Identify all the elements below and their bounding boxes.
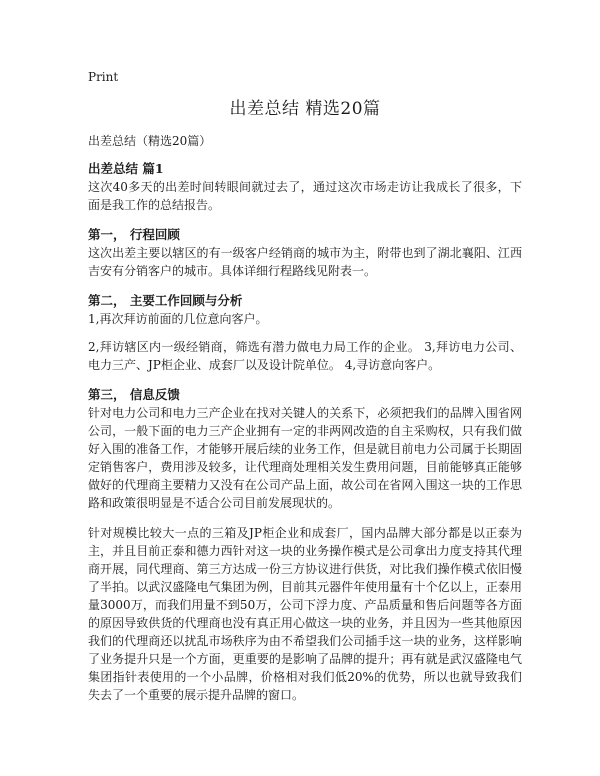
section-heading-feedback: 第三， 信息反馈 [88, 387, 180, 402]
document-body [88, 132, 522, 716]
document-title: 出差总结 精选20篇 [229, 99, 381, 119]
paragraph-itinerary: 这次出差主要以辖区的有一级客户经销商的城市为主，附带也到了湖北襄阳、江西吉安有分销客户的城市。具体详细行程路线见附表一。 [88, 246, 522, 278]
paragraph-work-items-2-4: 2,拜访辖区内一级经销商，筛选有潜力做电力局工作的企业。 3,拜访电力公司、电力三产、JP柜企业、成套厂以及设计院单位。 4,寻访意向客户。 [88, 340, 522, 372]
section-heading-itinerary: 第一， 行程回顾 [88, 227, 180, 242]
section-heading-1: 出差总结 篇1 [88, 161, 164, 176]
document-subtitle: 出差总结（精选20篇） [88, 134, 212, 148]
paragraph-feedback-power: 针对电力公司和电力三产企业在找对关键人的关系下，必须把我们的品牌入围省网公司，一般下面的电力三产企业拥有一定的非两网改造的自主采购权，只有我们做好入围的准备工作，才能够开展后续的业务工作，但是就目前电力公司属于长期固定销售客户，费用涉及较多，让代理商处理相关发生费用问题，目前能够真正能够做好的代理商主要精力又没有在公司产品上面，故公司在省网入围这一块的工作思路和政策很明显是不适合公司目前发展现状的。 [88, 406, 522, 510]
paragraph-feedback-jp-cabinet: 针对规模比较大一点的三箱及JP柜企业和成套厂，国内品牌大部分都是以正泰为主，并且目前正泰和德力西针对这一块的业务操作模式是公司拿出力度支持其代理商开展，同代理商、第三方达成一份三方协议进行供货，对比我们操作模式依旧慢了半拍。以武汉盛隆电气集团为例，目前其元器件年使用量有十个亿以上，正泰用量3000万，而我们用量不到50万，公司下浮力度、产品质量和售后问题等各方面的原因导致供货的代理商也没有真正用心做这一块的业务，并且因为一些其他原因我们的代理商还以扰乱市场秩序为由不希望我们公司插手这一块的业务，这样影响了业务提升只是一个方面，更重要的是影响了品牌的提升；再有就是武汉盛隆电气集团指针表使用的一个小品牌，价格相对我们低20%的优势，所以也就导致我们失去了一个重要的展示提升品牌的窗口。 [88, 526, 522, 702]
paragraph-intro: 这次40多天的出差时间转眼间就过去了，通过这次市场走访让我成长了很多，下面是我工作的总结报告。 [88, 180, 522, 212]
section-heading-work-review: 第二， 主要工作回顾与分析 [88, 293, 243, 308]
paragraph-work-item-1: 1,再次拜访前面的几位意向客户。 [88, 312, 268, 326]
print-link[interactable]: Print [88, 70, 119, 84]
